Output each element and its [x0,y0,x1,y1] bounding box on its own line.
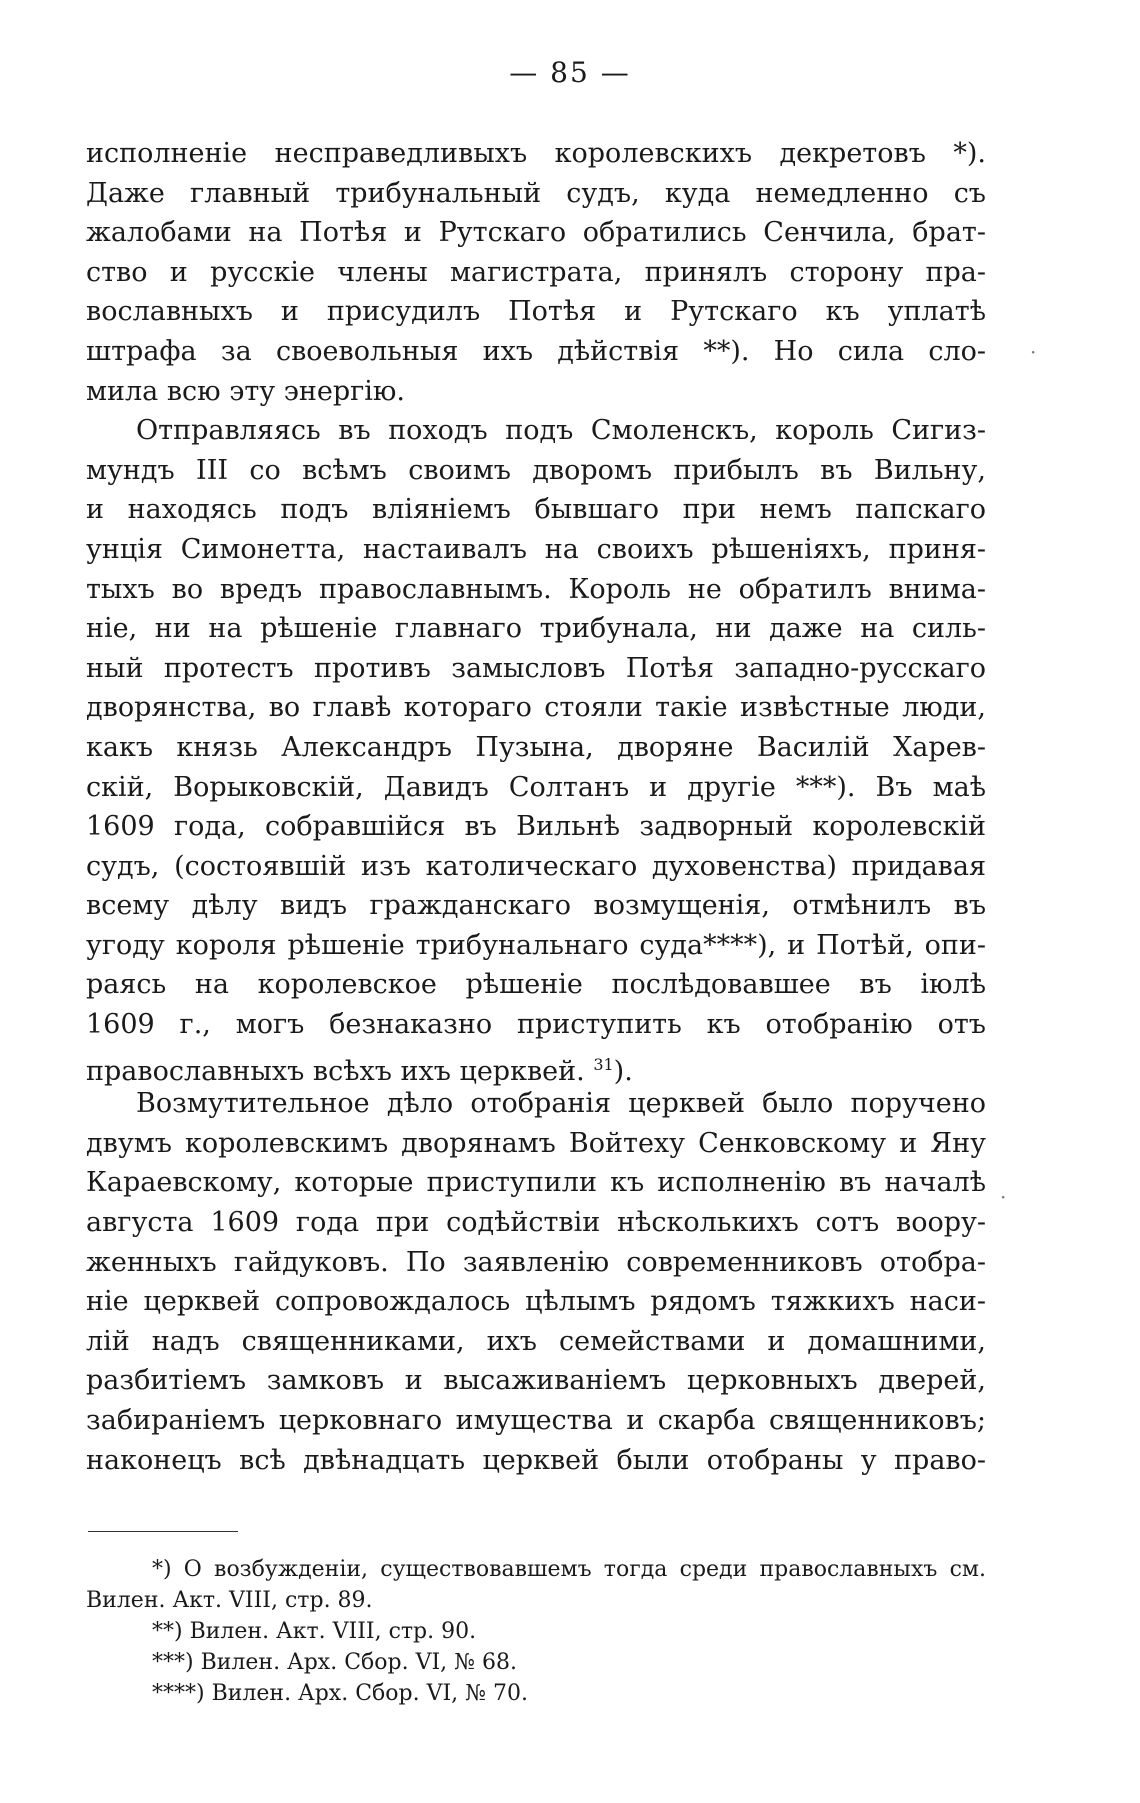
text-line: штрафа за своевольныя ихъ дѣйствія **). Но сила сло- [86,335,986,367]
reference-close: ). [613,1055,633,1087]
text-line: разбитіемъ замковъ и высаживаніемъ церковныхъ дверей, [86,1365,986,1397]
page-number: — 85 — [509,56,631,89]
margin-speck: · [1000,1185,1007,1209]
footnote-line: *) О возбужденіи, существовавшемъ тогда среди православныхъ см. [152,1557,986,1582]
body-text [86,134,986,1480]
text-line-with-reference [86,1045,986,1085]
text-line: судъ, (состоявшій изъ католическаго духовенства) придавая [86,850,986,882]
text-line: забираніемъ церковнаго имущества и скарба священниковъ; [86,1405,986,1436]
margin-speck: · [1030,340,1037,364]
text-line: Караевскому, которые приступили къ исполненію въ началѣ [86,1167,986,1199]
text-line: наконецъ всѣ двѣнадцать церквей были отобраны у право- [86,1444,986,1476]
text-line: угоду короля рѣшеніе трибунальнаго суда****), и Потѣй, опи- [86,929,986,961]
text-line: ніе церквей сопровождалось цѣлымъ рядомъ тяжкихъ наси- [86,1286,986,1318]
footnotes [86,1554,986,1709]
text-line: и находясь подъ вліяніемъ бывшаго при немъ папскаго [86,494,986,526]
paragraph-start-line: Отправляясь въ походъ подъ Смоленскъ, король Сигиз- [136,415,986,447]
footnote-divider [88,1531,238,1532]
text-line: ніе, ни на рѣшеніе главнаго трибунала, ни даже на силь- [86,613,986,645]
footnote-line: ****) Вилен. Арх. Сбор. VI, № 70. [152,1681,528,1706]
text-line: ный протестъ противъ замысловъ Потѣя западно-русскаго [86,652,986,684]
text-line: женныхъ гайдуковъ. По заявленію современниковъ отобра- [86,1246,986,1278]
text-line: 1609 г., могъ безнаказно приступить къ отобранію отъ [86,1009,986,1041]
text-line: вославныхъ и присудилъ Потѣя и Рутскаго къ уплатѣ [86,296,986,328]
text-line: мундъ III со всѣмъ своимъ дворомъ прибылъ въ Вильну, [86,454,986,486]
text-line: тыхъ во вредъ православнымъ. Король не обратилъ внима- [86,573,986,605]
text-line: исполненіе несправедливыхъ королевскихъ декретовъ *). [86,138,986,169]
text-line: дворянства, во главѣ котораго стояли такіе извѣстные люди, [86,692,986,724]
text-line: раясь на королевское рѣшеніе послѣдовавшее въ іюлѣ [86,969,986,1001]
footnote-line: ***) Вилен. Арх. Сбор. VI, № 68. [152,1650,517,1675]
text-line: 1609 года, собравшійся въ Вильнѣ задворный королевскій [86,811,986,843]
text-fragment: православныхъ всѣхъ ихъ церквей. [86,1055,585,1087]
footnote-line: **) Вилен. Акт. VIII, стр. 90. [152,1619,477,1644]
text-line: Даже главный трибунальный судъ, куда немедленно съ [86,177,986,209]
reference-number: 31 [593,1054,614,1074]
text-line: жалобами на Потѣя и Рутскаго обратились Сенчила, брат- [86,217,986,249]
text-line: унція Симонетта, настаивалъ на своихъ рѣшеніяхъ, приня- [86,533,986,565]
text-line: лій надъ священниками, ихъ семействами и домашними, [86,1325,986,1357]
text-line: двумъ королевскимъ дворянамъ Войтеху Сенковскому и Яну [86,1127,986,1159]
text-line: мила всю эту энергію. [86,375,406,407]
text-line: ство и русскіе члены магистрата, принялъ сторону пра- [86,256,986,288]
text-line: августа 1609 года при содѣйствіи нѣсколькихъ сотъ воору- [86,1207,986,1239]
footnote-line: Вилен. Акт. VIII, стр. 89. [86,1588,373,1613]
text-line: скій, Ворыковскій, Давидъ Солтанъ и другіе ***). Въ маѣ [86,771,986,803]
paragraph-start-line: Возмутительное дѣло отобранія церквей было поручено [136,1088,986,1120]
text-line: какъ князь Александръ Пузына, дворяне Василій Харев- [86,731,986,763]
text-line: всему дѣлу видъ гражданскаго возмущенія, отмѣнилъ въ [86,890,986,922]
